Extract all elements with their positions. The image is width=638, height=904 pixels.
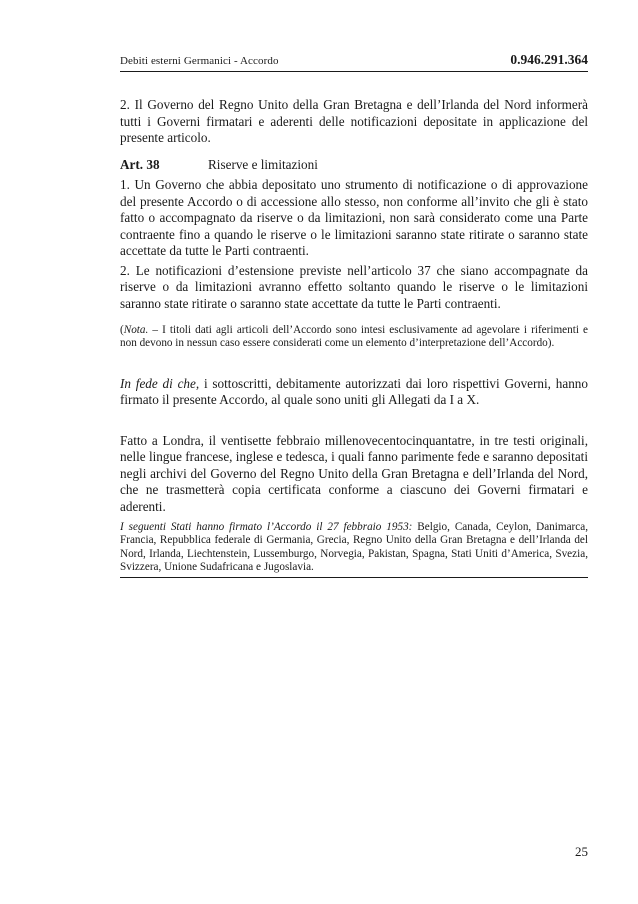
fede-text: i sottoscritti, debitamente autorizzati dai loro rispettivi Governi, hanno firmato il presente Accordo, al quale sono uniti gli Allegati da I a X. — [120, 375, 588, 408]
nota-paragraph — [120, 324, 588, 351]
header-title: Debiti esterni Germanici - Accordo — [120, 55, 279, 67]
article-label: Art. 38 — [120, 156, 160, 172]
bottom-rule — [120, 577, 588, 578]
header-code: 0.946.291.364 — [510, 52, 588, 67]
article-title: Riserve e limitazioni — [208, 156, 318, 172]
nota-label: Nota. — [123, 324, 149, 336]
fede-paragraph — [120, 376, 588, 409]
stati-firmatari-paragraph — [120, 521, 588, 574]
paragraph-governo-notifica: 2. Il Governo del Regno Unito della Gran Bretagna e dell’Irlanda del Nord informerà tutti i Governi firmatari e aderenti delle notificazioni depositate in applicazione del presente articolo. — [120, 97, 588, 145]
article-heading — [120, 157, 588, 174]
stati-italic: I seguenti Stati hanno firmato l’Accordo il 27 febbraio 1953: — [120, 521, 413, 534]
article-38-paragraph-2: 2. Le notificazioni d’estensione previste nell’articolo 37 che siano accompagnate da riserve o da limitazioni avranno effetto soltanto quando le riserve o le limitazioni saranno state ritirate o saranno state accettate da tutte le Parti contraenti. — [120, 262, 588, 311]
document-body — [120, 97, 588, 578]
nota-text: – I titoli dati agli articoli dell’Accordo sono intesi esclusivamente ad agevolare i riferimenti e non devono in nessun caso essere considerati come un elemento d’interpretazione dell’Accordo). — [120, 324, 588, 350]
fede-italic: In fede di che, — [120, 375, 200, 391]
running-header — [120, 51, 588, 72]
fatto-paragraph: Fatto a Londra, il ventisette febbraio millenovecentocinquantatre, in tre testi originali, nelle lingue francese, inglese e tedesca, i quali fanno parimente fede e saranno depositati negli archivi del Governo del Regno Unito della Gran Bretagna e dell’Irlanda del Nord, che ne trasmetterà copia certificata conforme a ciascuno dei Governi firmatari e aderenti. — [120, 432, 588, 514]
page-number: 25 — [575, 844, 588, 859]
nota-open: ( — [120, 324, 124, 336]
document-page — [120, 0, 588, 904]
stati-text: Belgio, Canada, Ceylon, Danimarca, Francia, Repubblica federale di Germania, Grecia, Regno Unito della Gran Bretagna e dell’Irlanda del Nord, Irlanda, Liechtenstein, Lussemburgo, Norvegia, Pakistan, Spagna, Stati Uniti d’America, Svezia, Svizzera, Unione Sudafricana e Jugoslavia. — [120, 521, 588, 573]
article-38-paragraph-1: 1. Un Governo che abbia depositato uno strumento di notificazione o di approvazione del presente Accordo o di accessione allo stesso, non conforme all’invito che gli è stato fatto o accompagnato da riserve o da limitazioni, non sarà considerato come una Parte contraente fino a quando le riserve o le limitazioni saranno state ritirate o saranno state accettate da tutte le Parti contraenti. — [120, 177, 588, 258]
